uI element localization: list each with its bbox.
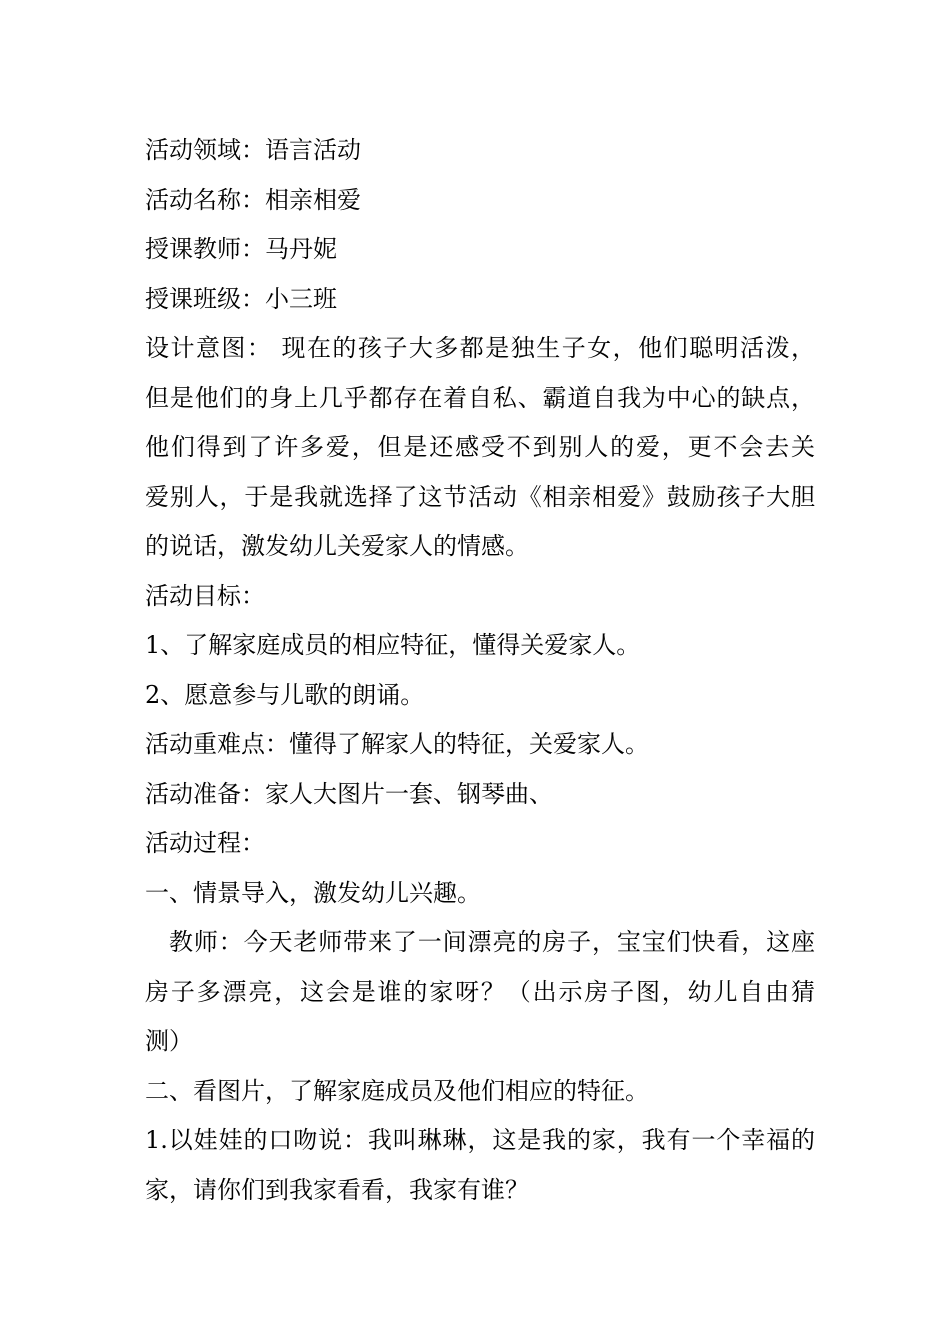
step-1-heading: 一、情景导入，激发幼儿兴趣。 — [145, 878, 481, 907]
activity-field-line: 活动领域：语言活动 — [145, 136, 361, 164]
preparation-line: 活动准备：家人大图片一套、钢琴曲、 — [145, 779, 553, 808]
step-1-paragraph-line-1: 教师：今天老师带来了一间漂亮的房子，宝宝们快看，这座 — [169, 928, 815, 956]
goals-heading: 活动目标： — [145, 581, 265, 610]
step-2-item-1-line-1: 1.以娃娃的口吻说：我叫琳琳，这是我的家，我有一个幸福的 — [145, 1126, 815, 1154]
document-body — [145, 126, 815, 1215]
teacher-line: 授课教师：马丹妮 — [145, 235, 337, 263]
goal-item-2: 2、愿意参与儿歌的朗诵。 — [145, 680, 425, 709]
design-intent-line-3: 他们得到了许多爱，但是还感受不到别人的爱，更不会去关 — [145, 433, 815, 461]
design-intent-line-5: 的说话，激发幼儿关爱家人的情感。 — [145, 532, 529, 560]
design-intent-line-4: 爱别人，于是我就选择了这节活动《相亲相爱》鼓励孩子大胆 — [145, 482, 815, 511]
step-1-paragraph-line-3: 测） — [145, 1027, 193, 1055]
key-points-line: 活动重难点：懂得了解家人的特征，关爱家人。 — [145, 730, 649, 758]
step-2-heading: 二、看图片，了解家庭成员及他们相应的特征。 — [145, 1076, 649, 1105]
process-heading: 活动过程： — [145, 829, 265, 857]
activity-name-line: 活动名称：相亲相爱 — [145, 185, 361, 214]
goal-item-1: 1、了解家庭成员的相应特征，懂得关爱家人。 — [145, 631, 641, 659]
step-2-item-1-line-2: 家，请你们到我家看看，我家有谁？ — [145, 1175, 529, 1204]
design-intent-line-1: 设计意图： 现在的孩子大多都是独生子女，他们聪明活泼， — [145, 334, 815, 362]
step-1-paragraph-line-2: 房子多漂亮，这会是谁的家呀？（出示房子图，幼儿自由猜 — [145, 977, 815, 1006]
class-line: 授课班级：小三班 — [145, 284, 337, 313]
design-intent-line-2: 但是他们的身上几乎都存在着自私、霸道自我为中心的缺点， — [145, 383, 815, 412]
